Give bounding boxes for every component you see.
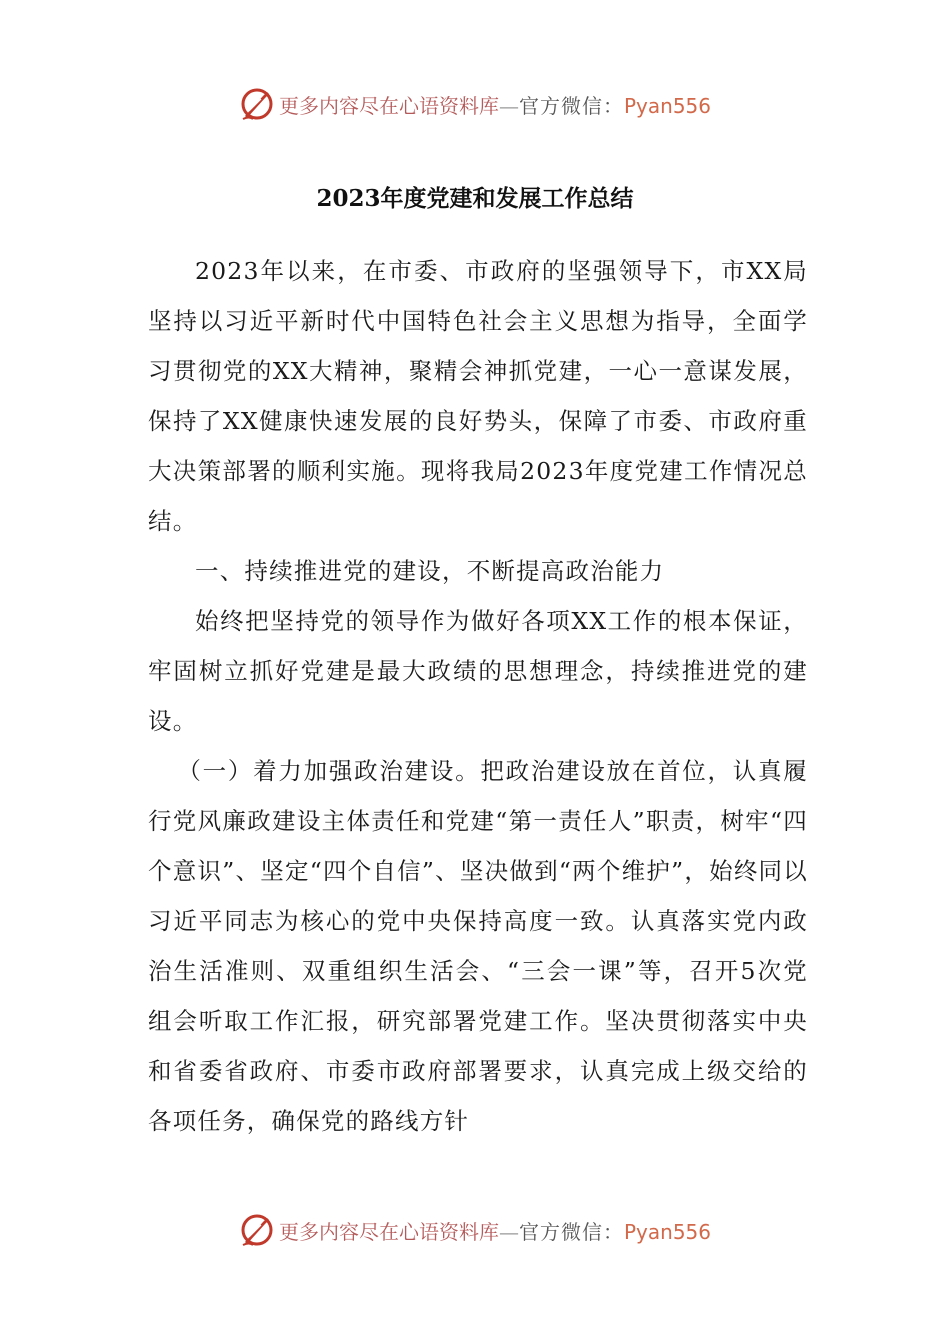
banner-text bbox=[279, 1216, 711, 1245]
section-heading-1: 一、持续推进党的建设，不断提高政治能力 bbox=[195, 557, 665, 585]
intro-paragraph: 2023年以来，在市委、市政府的坚强领导下，市XX局坚持以习近平新时代中国特色社会主义思想为指导，全面学习贯彻党的XX大精神，聚精会神抓党建，一心一意谋发展，保持了XX健康快速发展的良好势头，保障了市委、市政府重大决策部署的顺利实施。现将我局2023年度党建工作情况总结。 bbox=[148, 257, 808, 535]
banner-wechat-label: 官方微信： bbox=[518, 1219, 624, 1244]
banner-main-text: 更多内容尽在心语资料库 bbox=[278, 1219, 499, 1244]
banner-wechat-id: Pyan556 bbox=[623, 93, 711, 118]
quill-pen-logo-icon bbox=[239, 1212, 275, 1248]
banner-dash: — bbox=[498, 1219, 519, 1244]
footer-watermark-banner bbox=[0, 1208, 950, 1252]
banner-wechat-label: 官方微信： bbox=[518, 93, 624, 118]
header-watermark-banner bbox=[0, 82, 950, 126]
subsection-1-paragraph: （一）着力加强政治建设。把政治建设放在首位，认真履行党风廉政建设主体责任和党建“第一责任人”职责，树牢“四个意识”、坚定“四个自信”、坚决做到“两个维护”，始终同以习近平同志为核心的党中央保持高度一致。认真落实党内政治生活准则、双重组织生活会、“三会一课”等，召开5次党组会听取工作汇报，研究部署党建工作。坚决贯彻落实中央和省委省政府、市委市政府部署要求，认真完成上级交给的各项任务，确保党的路线方针 bbox=[148, 757, 808, 1135]
banner-main-text: 更多内容尽在心语资料库 bbox=[278, 93, 499, 118]
banner-dash: — bbox=[498, 93, 519, 118]
quill-pen-logo-icon bbox=[239, 86, 275, 122]
banner-wechat-id: Pyan556 bbox=[623, 1219, 711, 1244]
document-title: 2023年度党建和发展工作总结 bbox=[316, 185, 634, 212]
section-1-paragraph: 始终把坚持党的领导作为做好各项XX工作的根本保证，牢固树立抓好党建是最大政绩的思想理念，持续推进党的建设。 bbox=[148, 607, 808, 735]
document-body bbox=[148, 246, 808, 1146]
banner-text bbox=[279, 90, 711, 119]
